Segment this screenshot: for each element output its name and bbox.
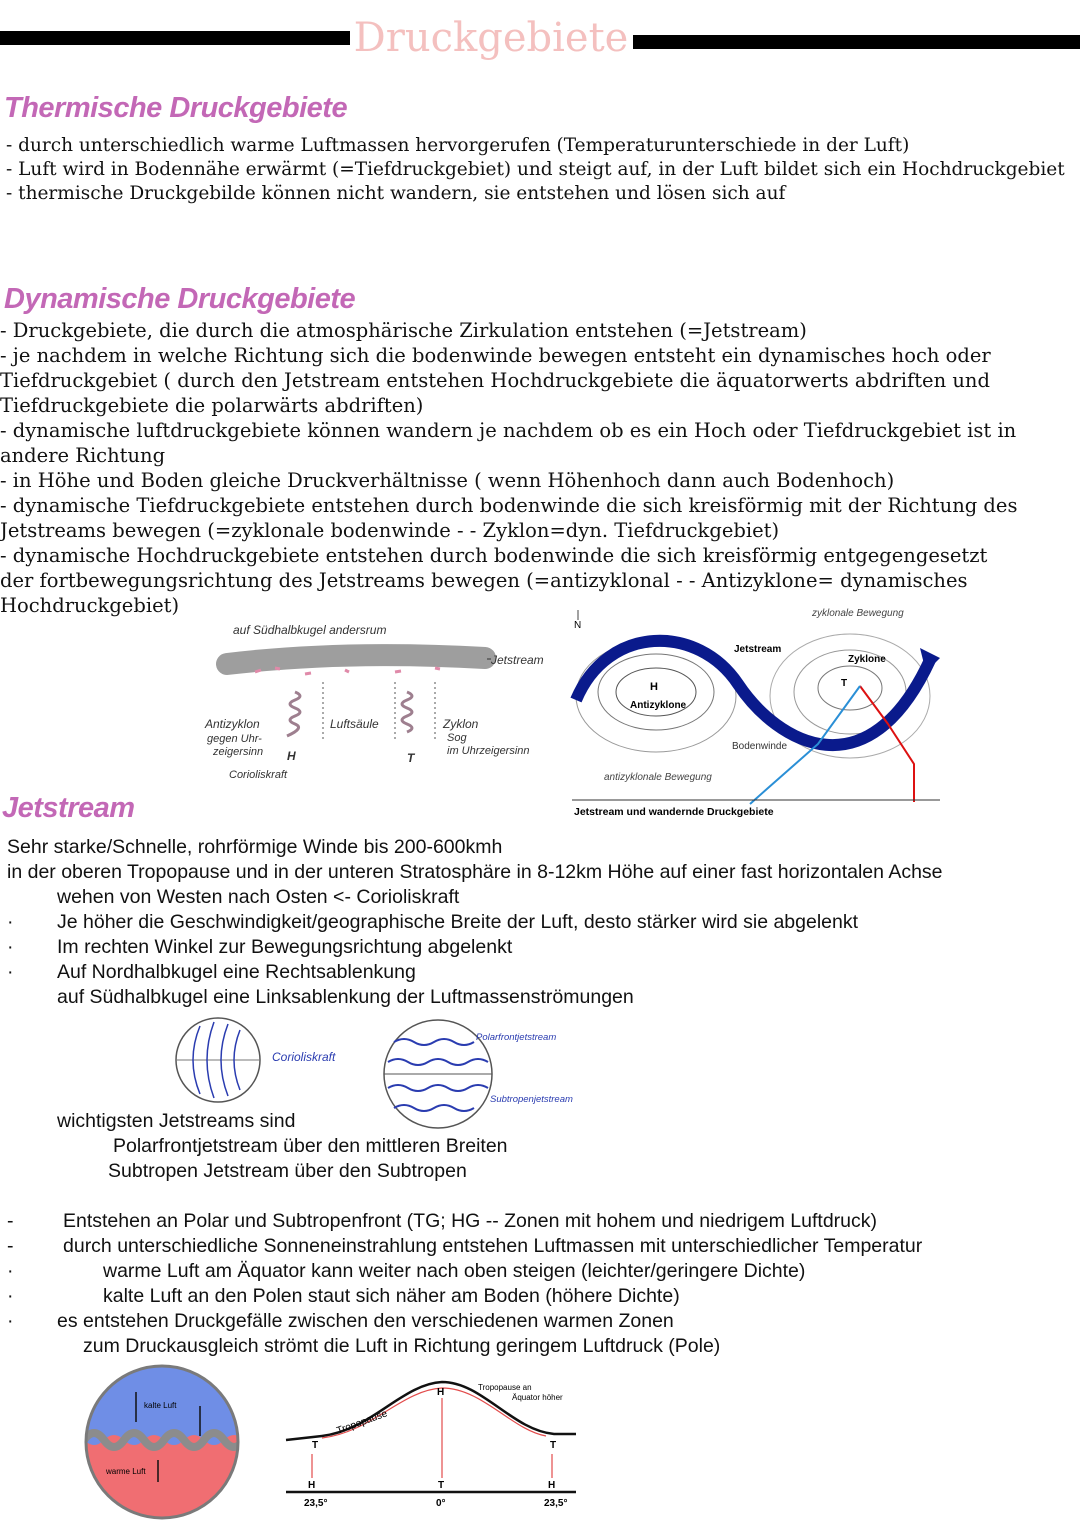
sketch-polarfrontjetstream: Polarfrontjetstream: [476, 1032, 557, 1043]
dynamisch-line: - in Höhe und Boden gleiche Druckverhältnisse ( wenn Höhenhoch dann auch Bodenhoch): [0, 469, 895, 492]
jet2-line: kalte Luft an den Polen staut sich näher am Boden (höhere Dichte): [103, 1285, 680, 1307]
globe-kalt: kalte Luft: [144, 1401, 177, 1410]
sketch-t: T: [407, 751, 415, 765]
jet-bullet: ·: [7, 936, 14, 958]
dynamisch-line: der fortbewegungsrichtung des Jetstreams bewegen (=antizyklonal - - Antizyklone= dynamisches: [0, 569, 968, 592]
zyklon-spiral: [402, 692, 412, 732]
jet2-line: warme Luft am Äquator kann weiter nach oben steigen (leichter/geringere Dichte): [103, 1260, 806, 1282]
fig-antizyklone: Antizyklone: [630, 700, 687, 711]
tropo-label: Tropopause: [335, 1408, 389, 1437]
jet2-line: zum Druckausgleich strömt die Luft in Richtung geringem Luftdruck (Pole): [83, 1335, 721, 1357]
dynamisch-line: Jetstreams bewegen (=zyklonale bodenwinde - - Zyklon=dyn. Tiefdruckgebiet): [0, 519, 780, 542]
dynamisch-heading: Dynamische Druckgebiete: [4, 283, 356, 315]
fig-zyklonale: zyklonale Bewegung: [812, 608, 904, 619]
tropo-t-left: T: [312, 1440, 319, 1451]
dynamisch-line: - je nachdem in welche Richtung sich die bodenwinde bewegen entsteht ein dynamisches hoch oder: [0, 344, 991, 367]
jet-line: Im rechten Winkel zur Bewegungsrichtung abgelenkt: [57, 936, 513, 958]
jet2-line: Entstehen an Polar und Subtropenfront (TG; HG -- Zonen mit hohem und niedrigem Luftdruck): [63, 1210, 878, 1232]
jetstream-cyclone-sketch: [195, 612, 550, 790]
fig-zyklone: Zyklone: [848, 654, 886, 665]
sketch-h: H: [287, 749, 296, 763]
jet2-bullet: ·: [7, 1260, 14, 1282]
sketch-jetstream-label: Jetstream: [491, 653, 544, 667]
fig-north: N: [574, 620, 582, 631]
fig-t: T: [841, 678, 848, 689]
wichtig-line: Subtropen Jetstream über den Subtropen: [108, 1160, 467, 1182]
jetstream-figure: [568, 604, 948, 820]
thermisch-line: - durch unterschiedlich warme Luftmassen hervorgerufen (Temperaturunterschiede in der Luft): [6, 135, 910, 156]
sketch-subtropenjetstream: Subtropenjetstream: [490, 1094, 573, 1105]
fig-h: H: [650, 681, 658, 693]
thermisch-heading: Thermische Druckgebiete: [4, 92, 348, 124]
sketch-sog: Sog: [447, 732, 467, 744]
jet-line: auf Südhalbkugel eine Linksablenkung der Luftmassenströmungen: [57, 986, 634, 1008]
lat-right: 23,5°: [544, 1498, 568, 1509]
tropo-note-1: Tropopause an: [478, 1383, 532, 1392]
fig-jetstream: Jetstream: [734, 644, 782, 655]
jet-line: in der oberen Tropopause und in der unteren Stratosphäre in 8-12km Höhe auf einer fast horizontalen Achse: [7, 861, 943, 883]
tropo-t-right: T: [550, 1440, 557, 1451]
sketch-antizyklon-2: gegen Uhr-: [207, 733, 262, 745]
title-bar-right: [633, 35, 1080, 49]
fig-bodenwinde: Bodenwinde: [732, 741, 788, 752]
wichtig-line: Polarfrontjetstream über den mittleren Breiten: [113, 1135, 508, 1157]
jet-line: wehen von Westen nach Osten <- Corioliskraft: [57, 886, 460, 908]
dynamisch-line: Tiefdruckgebiet ( durch den Jetstream entstehen Hochdruckgebiete die äquatorwerts abdriften und: [0, 369, 990, 392]
dynamisch-line: - dynamische Hochdruckgebiete entstehen durch bodenwinde die sich kreisförmig entgegengesetzt: [0, 544, 988, 567]
ground-t-mid: T: [438, 1480, 445, 1491]
jet-line: Je höher die Geschwindigkeit/geographische Breite der Luft, desto stärker wird sie abgelenkt: [57, 911, 859, 933]
jet2-bullet: ·: [7, 1310, 14, 1332]
sketch-luftsaeule: Luftsäule: [330, 717, 379, 731]
thermisch-line: - thermische Druckgebilde können nicht wandern, sie entstehen und lösen sich auf: [6, 183, 786, 204]
jet-bullet: ·: [7, 961, 14, 983]
jetstream-band: [227, 655, 485, 664]
fig-antizyklonale: antizyklonale Bewegung: [604, 772, 712, 783]
jet-line: Auf Nordhalbkugel eine Rechtsablenkung: [57, 961, 416, 983]
sketch-coriolis: Corioliskraft: [229, 769, 288, 781]
dynamisch-line: - dynamische luftdruckgebiete können wandern je nachdem ob es ein Hoch oder Tiefdruckgebiet ist in: [0, 419, 1017, 442]
jet-line: Sehr starke/Schnelle, rohrförmige Winde bis 200-600kmh: [7, 836, 503, 858]
title-bar-left: [0, 31, 350, 45]
ground-h-right: H: [548, 1480, 556, 1491]
air-mass-globe: [84, 1362, 244, 1522]
lat-left: 23,5°: [304, 1498, 328, 1509]
jet-bullet: ·: [7, 911, 14, 933]
tropo-note-2: Äquator höher: [512, 1393, 563, 1402]
dynamisch-line: andere Richtung: [0, 444, 166, 467]
ground-h-left: H: [308, 1480, 316, 1491]
globe-warm: warme Luft: [106, 1467, 146, 1476]
dynamisch-line: Tiefdruckgebiete die polarwärts abdriften): [0, 394, 424, 417]
tropopause-diagram: [282, 1374, 582, 1514]
fig-caption: Jetstream und wandernde Druckgebiete: [574, 806, 774, 818]
sketch-antizyklon-3: zeigersinn: [213, 746, 264, 758]
page-title: Druckgebiete: [353, 15, 629, 61]
dynamisch-line: - dynamische Tiefdruckgebiete entstehen durch bodenwinde die sich kreisförmig mit der Richtung des: [0, 494, 1018, 517]
sketch-antizyklon: Antizyklon: [205, 717, 260, 731]
sketch-note-suedhalbkugel: auf Südhalbkugel andersrum: [233, 623, 387, 637]
sketch-corioliskraft: Corioliskraft: [272, 1050, 336, 1064]
jet2-bullet: ·: [7, 1285, 14, 1307]
dynamisch-line: - Druckgebiete, die durch die atmosphärische Zirkulation entstehen (=Jetstream): [0, 319, 807, 342]
tropo-h: H: [437, 1387, 445, 1398]
jetstream-heading: Jetstream: [2, 792, 135, 824]
jet2-line: durch unterschiedliche Sonneneinstrahlung entstehen Luftmassen mit unterschiedlicher Temperatur: [63, 1235, 923, 1257]
lat-mid: 0°: [436, 1498, 446, 1509]
antizyklon-spiral: [287, 692, 300, 736]
thermisch-line: - Luft wird in Bodennähe erwärmt (=Tiefdruckgebiet) und steigt auf, in der Luft bildet sich ein Hochdruckgebiet: [6, 159, 1065, 180]
jet2-bullet: -: [7, 1235, 14, 1257]
sketch-uhrzeigersinn: im Uhrzeigersinn: [447, 745, 530, 757]
jet2-bullet: -: [7, 1210, 14, 1232]
dynamisch-line: Hochdruckgebiet): [0, 594, 180, 617]
sketch-zyklon: Zyklon: [443, 717, 479, 731]
jet2-line: es entstehen Druckgefälle zwischen den verschiedenen warmen Zonen: [57, 1310, 674, 1332]
wichtig-line: wichtigsten Jetstreams sind: [57, 1110, 296, 1132]
